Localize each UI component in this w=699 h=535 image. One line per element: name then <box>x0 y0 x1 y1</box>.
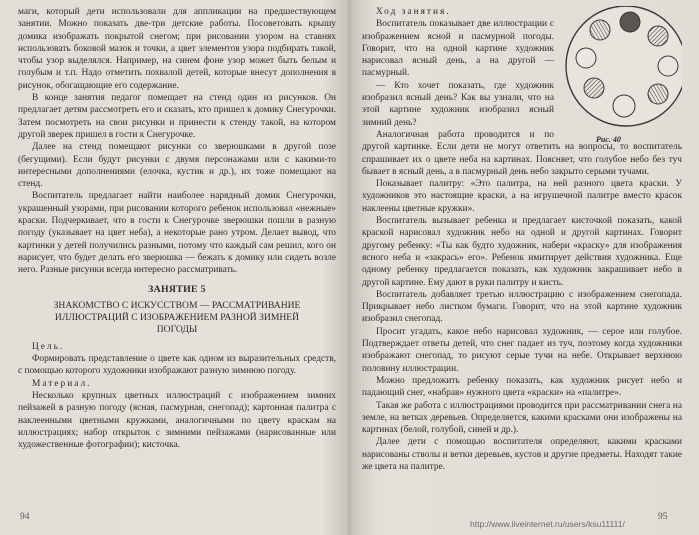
goal-label: Цель. <box>32 341 65 352</box>
left-paragraph-3: Далее на стенд помещают рисунки со зверюшками в другой позе (бегущими). Если будут рисунки с двумя персонажами или с какими-то интересными дополнениями (елочка, кустик и др.), их тоже помещают на стенд. <box>18 142 336 190</box>
right-paragraph-7: Просит угадать, какое небо нарисовал художник, — серое или голубое. Подтверждает ответы детей, что снег падает из туч, поэтому когда художники изображают снегопад, то рисуют серые тучи на небе. Открывает верхнюю половину иллюстрации. <box>362 326 682 374</box>
goal-text: Формировать представление о цвете как одном из выразительных средств, с помощью которого художники изображают разную зимнюю погоду. <box>18 354 336 377</box>
right-paragraph-5: Воспитатель вызывает ребенка и предлагает кисточкой показать, какой краской нарисовал художник небо на одной и другой картинах. Говорит другому ребенку: «Ты как будто художник, набери «краску» для изображения ясного неба и «закрась» его». Ребенок имитирует действия художника. Еще одному ребенку предлагается показать, как художник закрашивает небо в другой картине. Ему дают в руки палитру и кисть. <box>362 216 682 288</box>
left-paragraph-4: Воспитатель предлагает найти наиболее нарядный домик Снегурочки, украшенный узорами, при рисовании которого ребенок использовал «нежные» краски. Подчеркивает, что в гости к Снегурочке зверюшки пошли в разную погоду (указывает на цвет неба), а некоторые рано утром. Делает вывод, что картинки у детей получились разными, потому что каждый сам решил, кого он нарисует, что будет делать его зверюшка — бежать к домику или сидеть возле него. Разные рисунки всегда интересно рассматривать. <box>18 191 336 276</box>
right-paragraph-3: Аналогичная работа проводится и по другой картинке. Если дети не могут ответить на вопросы, то воспитатель спрашивает их о цвете неба на картинах. Поясняет, что голубое небо без туч бывает в ясный день, а в пасмурный день небо закрыто серыми тучами. <box>362 129 682 177</box>
palette-thumb-hole <box>613 95 635 117</box>
right-page <box>362 6 682 526</box>
right-paragraph-2: — Кто хочет показать, где художник изобразил ясный день? Как вы узнали, что на этой картине художник изобразил ясный зимний день? <box>362 80 554 128</box>
page-number-left: 94 <box>20 512 30 522</box>
palette-figure-icon <box>560 6 682 134</box>
paint-dot-2 <box>620 12 640 32</box>
right-paragraph-10: Далее дети с помощью воспитателя определяют, какими красками нарисованы стволы и ветки деревьев, кустов и другие предметы. Находят такие же цвета на палитре. <box>362 437 682 472</box>
paint-dot-5 <box>658 56 678 76</box>
material-label: Материал. <box>32 378 92 389</box>
paint-dot-3 <box>648 26 668 46</box>
paint-dot-6 <box>584 78 604 98</box>
right-paragraph-4: Показывает палитру: «Это палитра, на ней разного цвета краски. У художников это настоящие краски, а на игрушечной палитре вместо красок наклеены цветные кружки». <box>362 179 682 214</box>
paint-dot-7 <box>648 84 668 104</box>
left-paragraph-2: В конце занятия педагог помещает на стенд один из рисунков. Он предлагает детям рассмотреть его и сказать, кто пришел к домику Снегурочки. Затем посмотреть на свои рисунки и принести к стенду такой, на котором другой зверек пришел в гости к Снегурочке. <box>18 93 336 140</box>
lesson-heading: ЗАНЯТИЕ 5 <box>148 283 206 295</box>
paint-dot-1 <box>590 20 610 40</box>
section-label: Ход занятия. <box>376 7 451 17</box>
left-page <box>18 6 336 526</box>
material-text: Несколько крупных цветных иллюстраций с изображением зимних пейзажей в разную погоду (ясная, пасмурная, снегопад); картонная палитра с наклеенными цветными кружками, аналогичными по цвету краскам на иллюстрациях; набор открыток с зимними пейзажами (нарисованные или художественные фотографии); кисточка. <box>18 391 336 451</box>
watermark-url: http://www.liveinternet.ru/users/ksu11111/ <box>470 519 625 529</box>
lesson-subtitle-line-3: ПОГОДЫ <box>156 323 198 335</box>
left-paragraph-1: маги, который дети использовали для аппликации на предшествующем занятии. Можно показать две-три детские работы. Посоветовать крышу домика изображать покрытой снегом; при рисовании узором на ставнях использовать боковой мазок и точки, а цвет элементов узора подбирать такой, чтобы узор выделялся. Например, на синем фоне узор может быть белым и голубым и т.п. Надо отметить похвалой детей, которые внесут дополнения в рисунок, обогащающие его содержание. <box>18 7 336 91</box>
lesson-subtitle-line-1: ЗНАКОМСТВО С ИСКУССТВОМ — РАССМАТРИВАНИЕ <box>53 299 301 311</box>
figure-40 <box>560 6 682 144</box>
lesson-subtitle-line-2: ИЛЛЮСТРАЦИЙ С ИЗОБРАЖЕНИЕМ РАЗНОЙ ЗИМНЕЙ <box>54 311 300 323</box>
page-number-right: 95 <box>658 512 668 522</box>
right-paragraph-6: Воспитатель добавляет третью иллюстрацию с изображением снегопада. Прикрывает небо листком бумаги. Говорит, что на этой картине художник изобразил снегопад. <box>362 289 682 325</box>
right-paragraph-1: Воспитатель показывает две иллюстрации с изображением ясной и пасмурной погоды. Говорит, что на одной картине художник нарисовал ясный день, а на другой — пасмурный. <box>362 19 554 79</box>
right-paragraph-8: Можно предложить ребенку показать, как художник рисует небо и падающий снег, «набрав» нужного цвета «краски» на «палитре». <box>362 375 682 399</box>
right-paragraph-9: Такая же работа с иллюстрациями проводится при рассматривании снега на земле, на ветках деревьев. Определяется, какими красками они изображены на картинах (белой, голубой, синей и др.). <box>362 400 682 436</box>
figure-caption: Рис. 40 <box>596 135 621 144</box>
lesson-subtitle <box>18 300 336 336</box>
paint-dot-4 <box>576 48 596 68</box>
